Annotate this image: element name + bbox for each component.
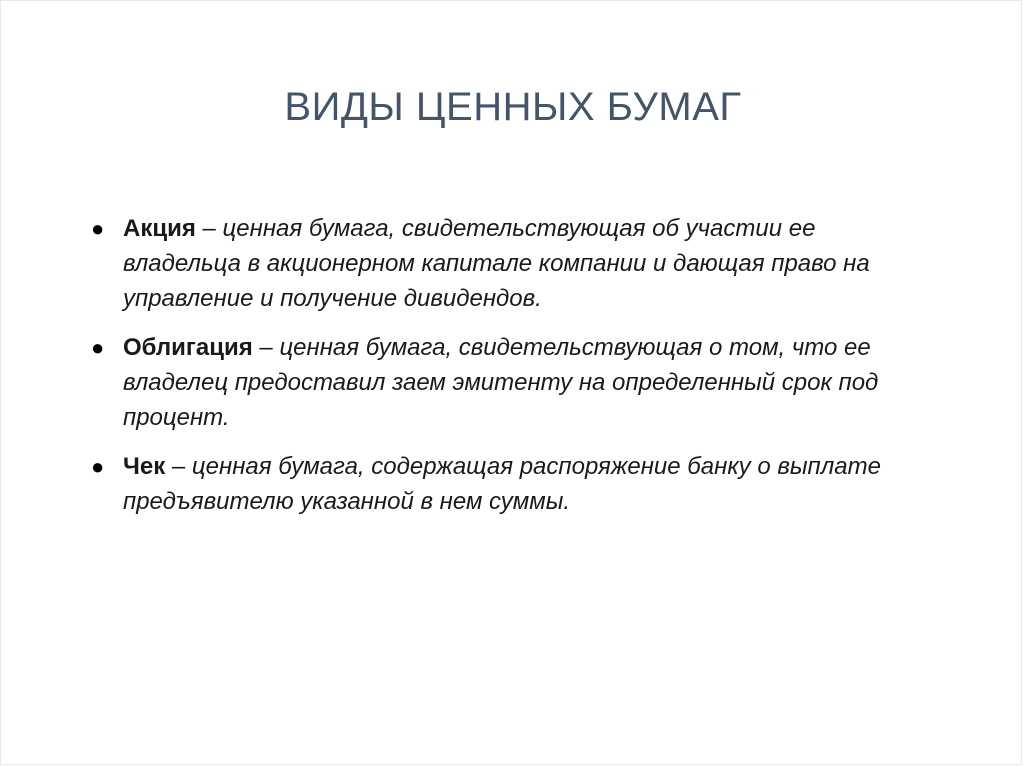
definition-check: ценная бумага, содержащая распоряжение банку о выплате предъявителю указанной в нем суммы. <box>123 453 881 515</box>
list-item-bond <box>89 330 919 435</box>
term-dash: – <box>165 453 192 480</box>
list-item-check <box>89 449 919 519</box>
list-item-stock <box>89 211 919 316</box>
bullet-list <box>89 211 919 533</box>
bullet-icon: ● <box>91 335 105 360</box>
slide-title: ВИДЫ ЦЕННЫХ БУМАГ <box>284 85 742 129</box>
term-check: Чек <box>123 453 166 480</box>
term-dash: – <box>252 334 280 361</box>
definition-bond: ценная бумага, свидетельствующая о том, что ее владелец предоставил заем эмитенту на определенный срок под процент. <box>123 334 879 431</box>
definition-stock: ценная бумага, свидетельствующая об участии ее владельца в акционерном капитале компании и дающая право на управление и получение дивидендов. <box>123 215 870 312</box>
term-dash: – <box>195 215 223 242</box>
term-bond: Облигация <box>123 334 253 361</box>
bullet-icon: ● <box>91 216 105 241</box>
bullet-icon: ● <box>91 454 105 479</box>
term-stock: Акция <box>123 215 196 242</box>
